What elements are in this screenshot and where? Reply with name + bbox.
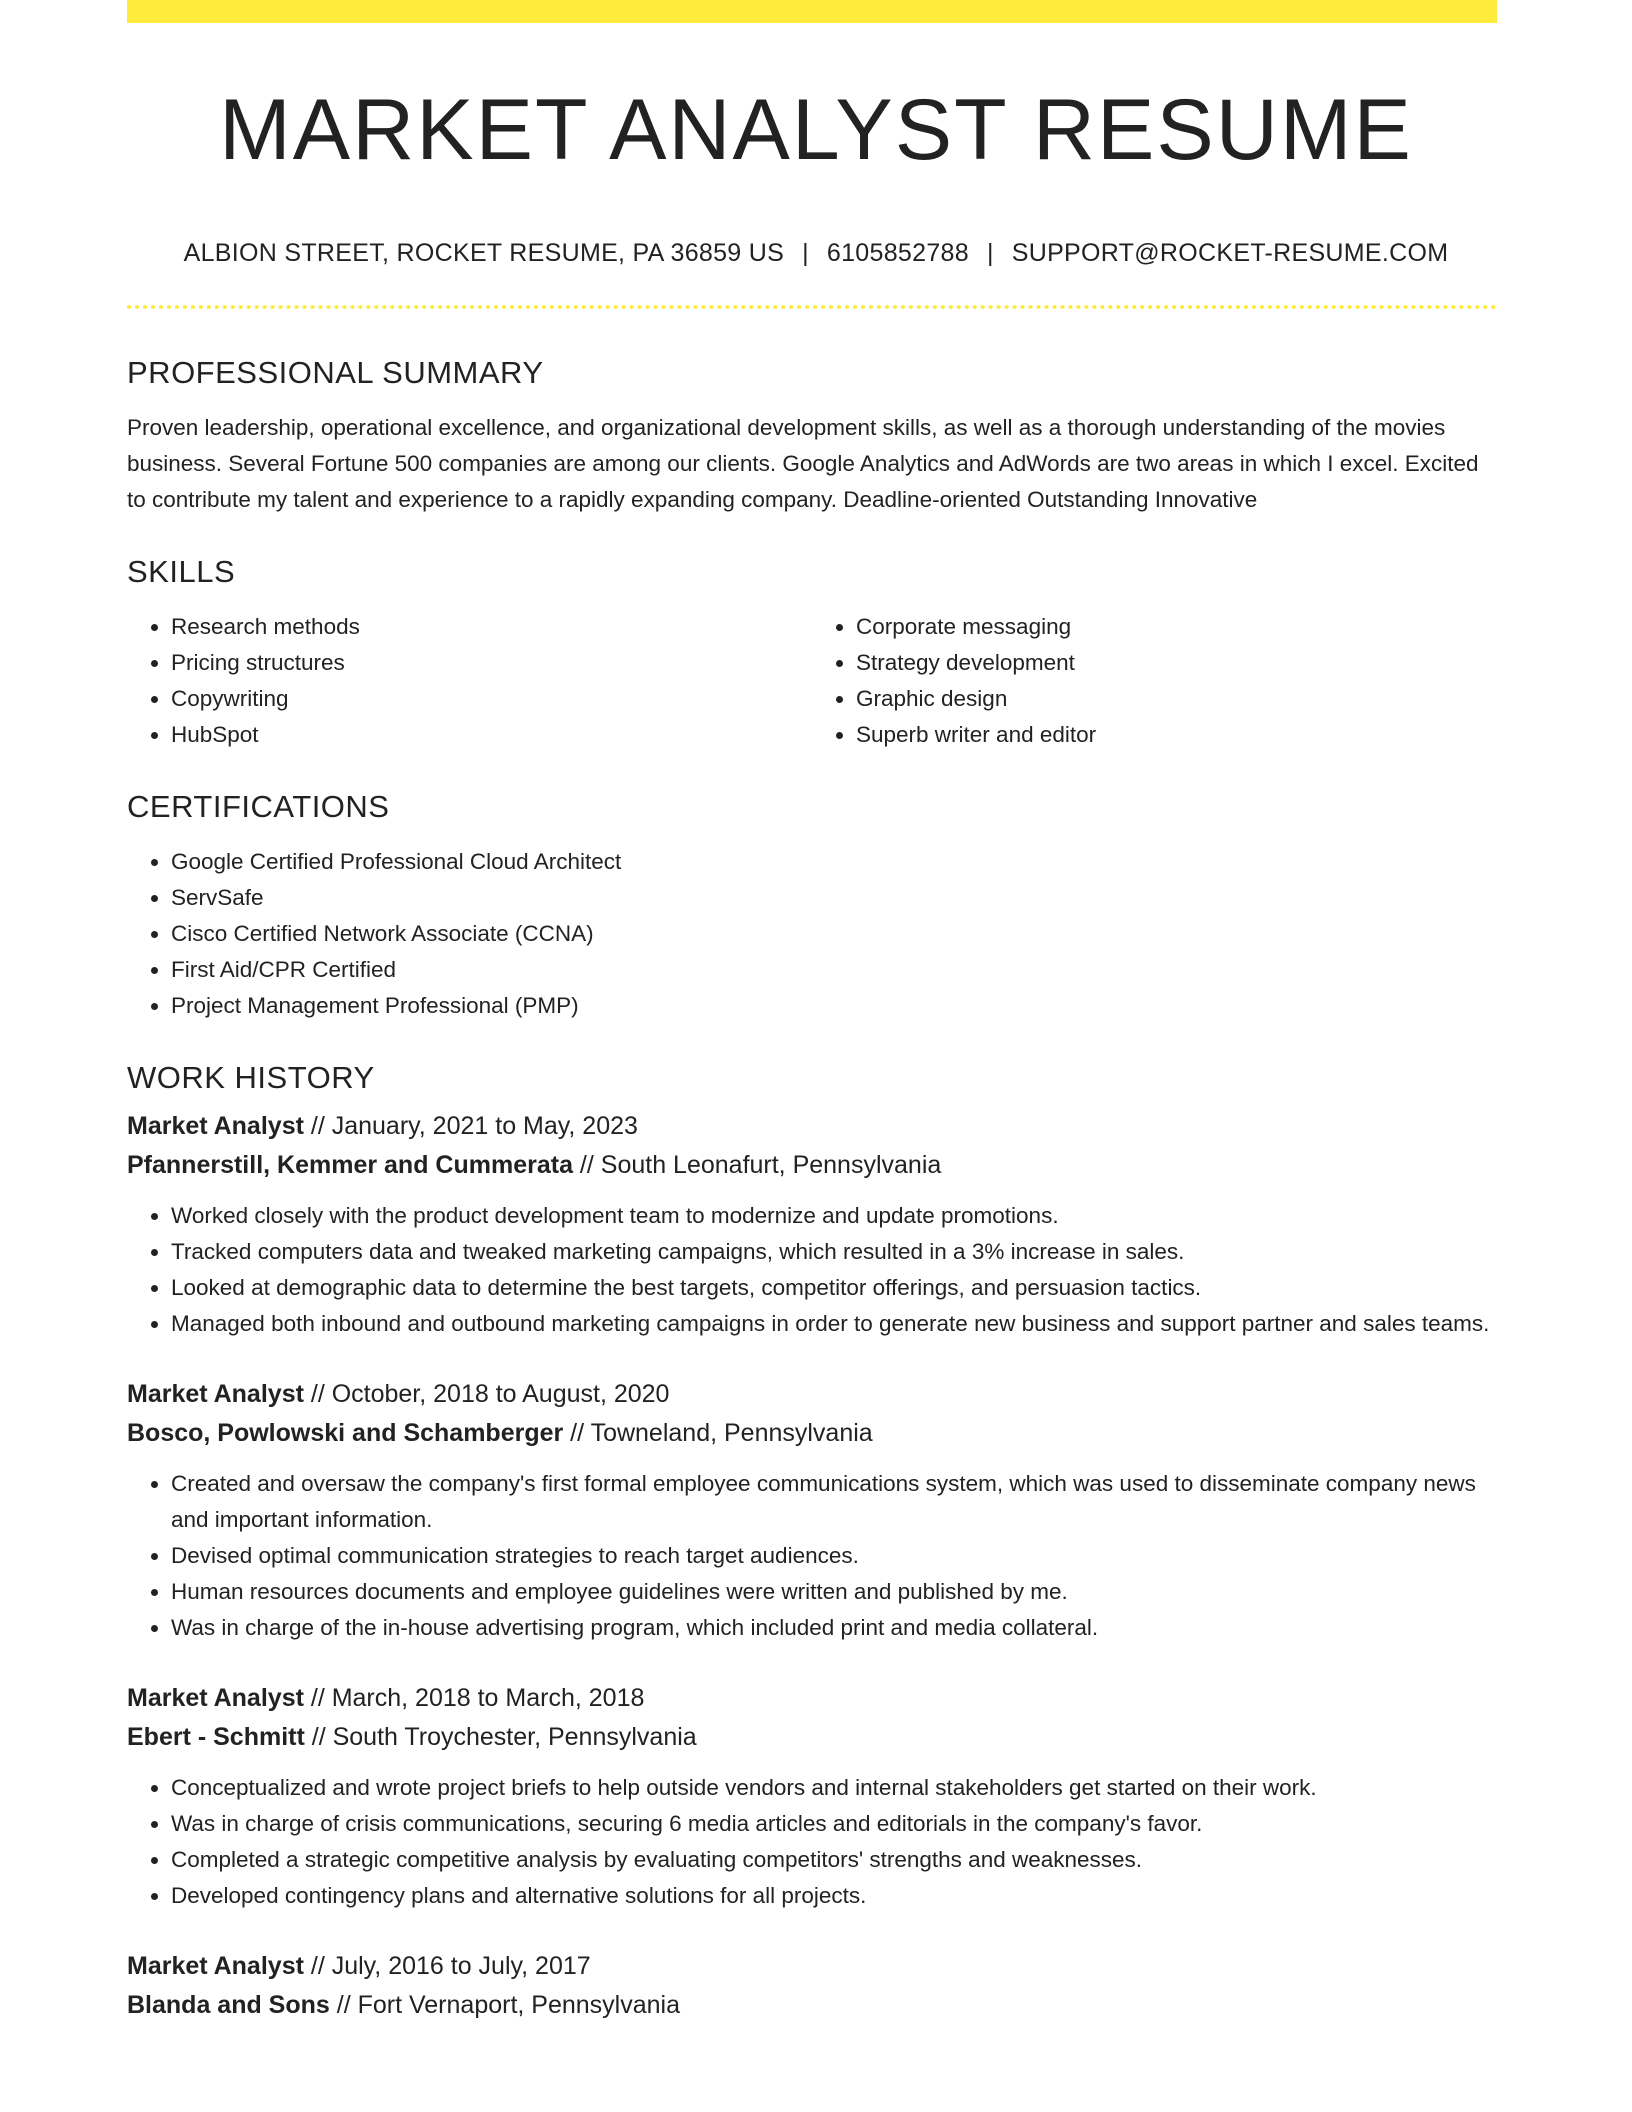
- job-bullet: • Managed both inbound and outbound marketing campaigns in order to generate new business and support partner and sales teams.: [171, 1306, 1497, 1342]
- contact-phone[interactable]: 6105852788: [826, 239, 969, 267]
- contact-line: [0, 236, 1632, 270]
- resume-title: MARKET ANALYST RESUME: [219, 82, 1413, 178]
- skill-item: • Superb writer and editor: [856, 717, 1497, 753]
- section-heading: CERTIFICATIONS: [127, 789, 390, 824]
- job-location: // Fort Vernaport, Pennsylvania: [329, 1991, 680, 2019]
- job-bullet: • Tracked computers data and tweaked marketing campaigns, which resulted in a 3% increase in sales.: [171, 1234, 1497, 1270]
- job-entry: [127, 1679, 1497, 1914]
- job-bullet: • Created and oversaw the company's first formal employee communications system, which was used to disseminate company news and important information.: [171, 1466, 1497, 1538]
- job-bullet: • Was in charge of the in-house advertising program, which included print and media collateral.: [171, 1610, 1497, 1646]
- job-bullet: • Worked closely with the product development team to modernize and update promotions.: [171, 1198, 1497, 1234]
- job-bullet: • Looked at demographic data to determine the best targets, competitor offerings, and persuasion tactics.: [171, 1270, 1497, 1306]
- skills-columns: [127, 593, 1497, 753]
- job-dates: // January, 2021 to May, 2023: [303, 1112, 638, 1140]
- certification-item: • Google Certified Professional Cloud Architect: [171, 844, 1497, 880]
- skill-item: • Copywriting: [171, 681, 812, 717]
- certification-item: • Cisco Certified Network Associate (CCNA): [171, 916, 1497, 952]
- job-company: Bosco, Powlowski and Schamberger: [127, 1419, 564, 1447]
- job-title-line: [127, 1375, 1497, 1414]
- job-bullets: [127, 1466, 1497, 1646]
- professional-summary-section: [127, 352, 1497, 518]
- job-company: Pfannerstill, Kemmer and Cummerata: [127, 1151, 573, 1179]
- skill-item: • HubSpot: [171, 717, 812, 753]
- job-bullet: • Devised optimal communication strategies to reach target audiences.: [171, 1538, 1497, 1574]
- job-company: Ebert - Schmitt: [127, 1723, 305, 1751]
- job-company-line: [127, 1986, 1497, 2025]
- job-company-line: [127, 1146, 1497, 1185]
- skill-item: • Corporate messaging: [856, 609, 1497, 645]
- resume-content: [127, 352, 1497, 2025]
- skill-item: • Pricing structures: [171, 645, 812, 681]
- certification-item: • Project Management Professional (PMP): [171, 988, 1497, 1024]
- job-title: Market Analyst: [127, 1684, 304, 1712]
- contact-separator: |: [986, 239, 994, 267]
- contact-address: ALBION STREET, ROCKET RESUME, PA 36859 US: [183, 239, 785, 267]
- skills-list-right: [812, 609, 1497, 753]
- certification-item: • ServSafe: [171, 880, 1497, 916]
- job-dates: // March, 2018 to March, 2018: [303, 1684, 645, 1712]
- job-bullets: [127, 1770, 1497, 1914]
- job-bullets: [127, 1198, 1497, 1342]
- work-history-section: [127, 1057, 1497, 2025]
- skill-item: • Research methods: [171, 609, 812, 645]
- dotted-divider: [127, 305, 1497, 309]
- job-location: // Towneland, Pennsylvania: [563, 1419, 873, 1447]
- job-title: Market Analyst: [127, 1112, 304, 1140]
- certifications-section: [127, 786, 1497, 1024]
- job-bullet: • Human resources documents and employee guidelines were written and published by me.: [171, 1574, 1497, 1610]
- job-bullet: • Conceptualized and wrote project briefs to help outside vendors and internal stakeholders get started on their work.: [171, 1770, 1497, 1806]
- job-title: Market Analyst: [127, 1952, 304, 1980]
- skill-item: • Strategy development: [856, 645, 1497, 681]
- job-dates: // October, 2018 to August, 2020: [303, 1380, 670, 1408]
- certifications-list: [127, 844, 1497, 1024]
- certification-item: • First Aid/CPR Certified: [171, 952, 1497, 988]
- contact-separator: |: [802, 239, 809, 267]
- section-heading: WORK HISTORY: [127, 1060, 375, 1095]
- skills-section: [127, 551, 1497, 753]
- section-heading: PROFESSIONAL SUMMARY: [127, 355, 544, 390]
- section-heading: SKILLS: [127, 554, 236, 589]
- job-company-line: [127, 1414, 1497, 1453]
- job-bullet: • Was in charge of crisis communications, securing 6 media articles and editorials in the company's favor.: [171, 1806, 1497, 1842]
- job-company: Blanda and Sons: [127, 1991, 330, 2019]
- top-accent-bar: [127, 0, 1497, 23]
- job-bullet: • Developed contingency plans and alternative solutions for all projects.: [171, 1878, 1497, 1914]
- job-bullet: • Completed a strategic competitive analysis by evaluating competitors' strengths and weaknesses.: [171, 1842, 1497, 1878]
- job-entry: [127, 1375, 1497, 1646]
- job-dates: // July, 2016 to July, 2017: [303, 1952, 591, 1980]
- job-location: // South Leonafurt, Pennsylvania: [572, 1151, 942, 1179]
- job-entry: [127, 1107, 1497, 1342]
- job-title-line: [127, 1947, 1497, 1986]
- job-entry: [127, 1947, 1497, 2025]
- job-title: Market Analyst: [127, 1380, 304, 1408]
- contact-email[interactable]: SUPPORT@ROCKET-RESUME.COM: [1011, 239, 1449, 267]
- job-company-line: [127, 1718, 1497, 1757]
- job-title-line: [127, 1107, 1497, 1146]
- skills-list-left: [127, 609, 812, 753]
- summary-text: Proven leadership, operational excellence, and organizational development skills, as well as a thorough understanding of the movies business. Several Fortune 500 companies are among our clients. Google Analytics and AdWords are two areas in which I excel. Excited to contribute my talent and experience to a rapidly expanding company. Deadline-oriented Outstanding Innovative: [127, 415, 1479, 512]
- skill-item: • Graphic design: [856, 681, 1497, 717]
- job-title-line: [127, 1679, 1497, 1718]
- job-location: // South Troychester, Pennsylvania: [304, 1723, 697, 1751]
